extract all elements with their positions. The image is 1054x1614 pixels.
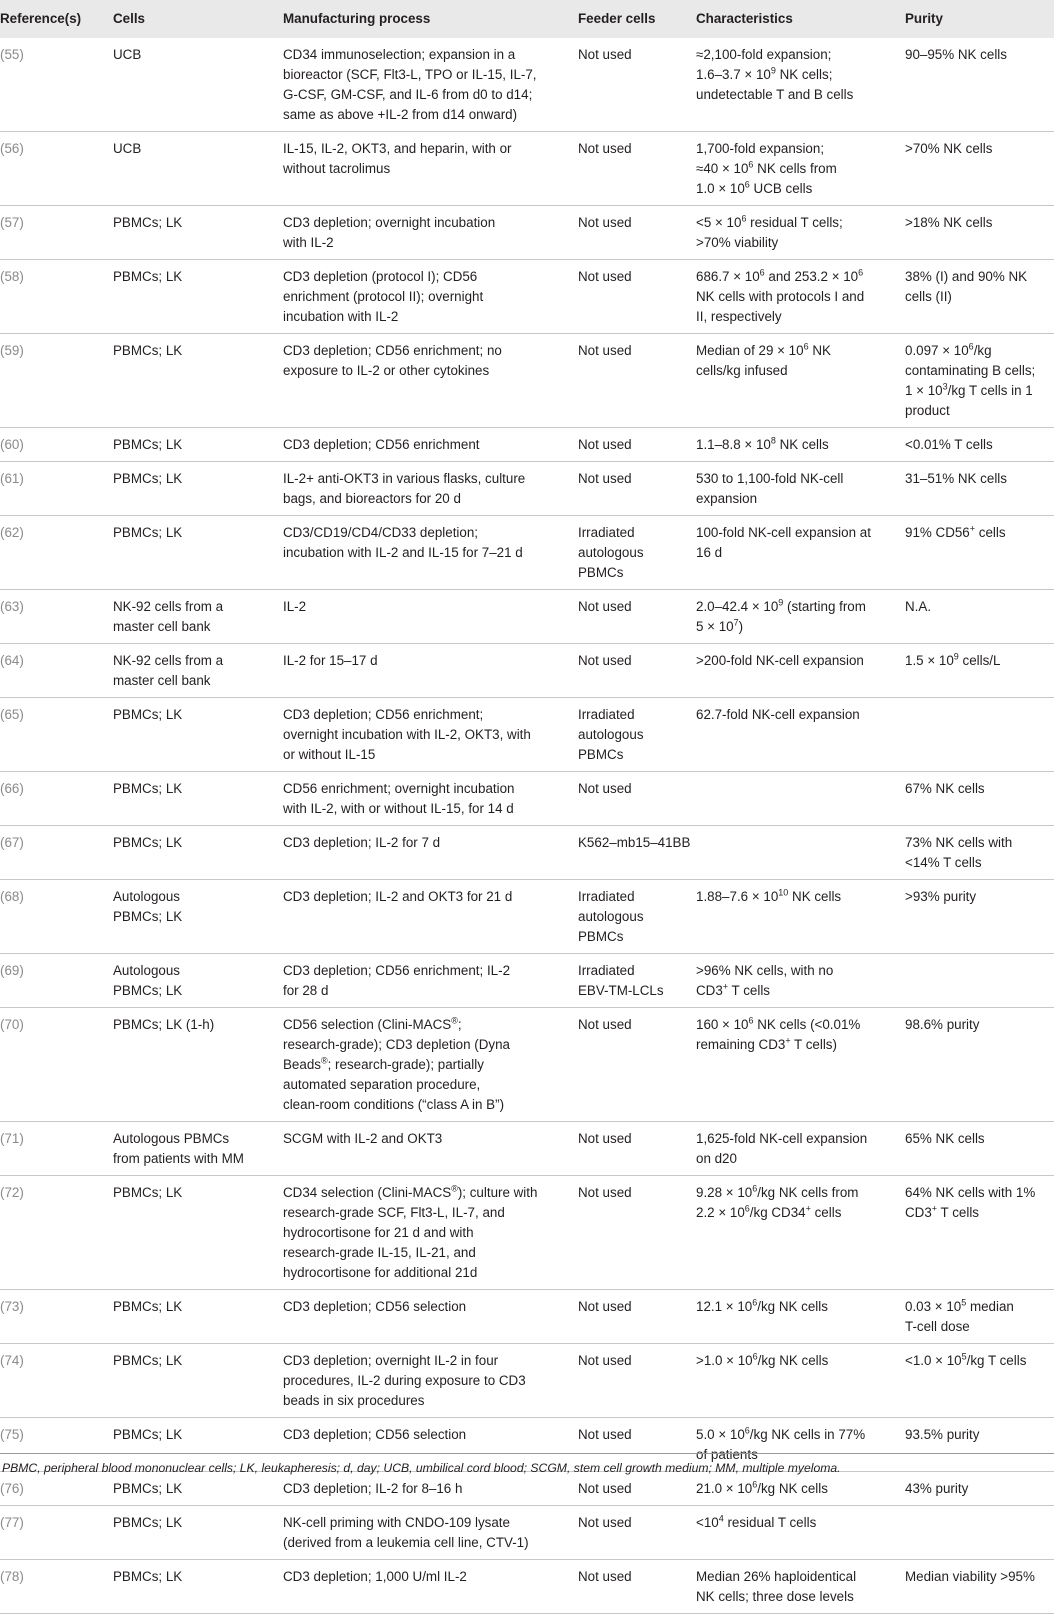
process-cell: CD56 enrichment; overnight incubation with IL-2, with or without IL-15, for 14 d <box>283 772 578 826</box>
characteristics-cell: 1,700-fold expansion; $\approx 40 \times 10^6$ NK cells from $1.0 \times 10^6$ UCB cells <box>696 132 905 206</box>
characteristics-cell: $2.0-42.4 \times 10^9$ (starting from $5 \times 10^7$) <box>696 590 905 644</box>
characteristics-cell: 100-fold NK-cell expansion at 16 d <box>696 516 905 590</box>
characteristics-cell: $9.28 \times 10^6/kg$ NK cells from $2.2 \times 10^6/kg$ CD34+ cells <box>696 1176 905 1290</box>
table-row <box>0 132 1054 206</box>
purity-cell: 73% NK cells with <14% T cells <box>905 826 1054 880</box>
feeder-cell: Not used <box>578 1290 696 1344</box>
characteristics-cell: $5.0 \times 10^6/kg$ NK cells in 77% of patients <box>696 1418 905 1472</box>
reference-cell[interactable]: (70) <box>0 1008 113 1122</box>
reference-cell[interactable]: (64) <box>0 644 113 698</box>
feeder-cell: Not used <box>578 462 696 516</box>
characteristics-cell: Median of $29 \times 10^6$ NK cells/kg infused <box>696 334 905 428</box>
table-row <box>0 1122 1054 1176</box>
purity-cell <box>905 1506 1054 1560</box>
process-cell: CD3 depletion; CD56 enrichment <box>283 428 578 462</box>
feeder-cell: Not used <box>578 260 696 334</box>
characteristics-cell: $<5 \times 10^6$ residual T cells; >70% viability <box>696 206 905 260</box>
reference-cell[interactable]: (77) <box>0 1506 113 1560</box>
process-cell: CD3 depletion; IL-2 for 8–16 h <box>283 1472 578 1506</box>
cells-cell: PBMCs; LK <box>113 1418 283 1472</box>
process-cell: SCGM with IL-2 and OKT3 <box>283 1122 578 1176</box>
purity-cell: <0.01% T cells <box>905 428 1054 462</box>
table-row <box>0 462 1054 516</box>
table-header <box>0 0 1054 38</box>
purity-cell: Median viability >95% <box>905 1560 1054 1614</box>
purity-cell: $1.5 \times 10^9$ cells/L <box>905 644 1054 698</box>
purity-cell <box>905 954 1054 1008</box>
feeder-cell: Not used <box>578 1418 696 1472</box>
reference-cell[interactable]: (66) <box>0 772 113 826</box>
reference-cell[interactable]: (65) <box>0 698 113 772</box>
table-row <box>0 334 1054 428</box>
purity-cell: 91% CD56+ cells <box>905 516 1054 590</box>
table-row <box>0 954 1054 1008</box>
purity-cell: 65% NK cells <box>905 1122 1054 1176</box>
feeder-cell: Irradiated EBV-TM-LCLs <box>578 954 696 1008</box>
process-cell: CD3 depletion; IL-2 and OKT3 for 21 d <box>283 880 578 954</box>
process-cell: IL-2 for 15–17 d <box>283 644 578 698</box>
process-cell: CD3 depletion (protocol I); CD56 enrichment (protocol II); overnight incubation with IL-2 <box>283 260 578 334</box>
table-row <box>0 1290 1054 1344</box>
feeder-cell: Not used <box>578 1344 696 1418</box>
cells-cell: PBMCs; LK <box>113 772 283 826</box>
feeder-cell: Not used <box>578 644 696 698</box>
characteristics-cell: $<10^4$ residual T cells <box>696 1506 905 1560</box>
reference-cell[interactable]: (69) <box>0 954 113 1008</box>
feeder-cell: Not used <box>578 590 696 644</box>
purity-cell: 98.6% purity <box>905 1008 1054 1122</box>
purity-cell: 90–95% NK cells <box>905 38 1054 132</box>
cells-cell: PBMCs; LK <box>113 826 283 880</box>
process-cell: CD34 immunoselection; expansion in a bioreactor (SCF, Flt3-L, TPO or IL-15, IL-7, G-CSF, GM-CSF, and IL-6 from d0 to d14; same as above +IL-2 from d14 onward) <box>283 38 578 132</box>
cells-cell: PBMCs; LK <box>113 1176 283 1290</box>
reference-cell[interactable]: (71) <box>0 1122 113 1176</box>
purity-cell: $0.03 \times 10^5$ median T-cell dose <box>905 1290 1054 1344</box>
process-cell: CD3 depletion; CD56 enrichment; no exposure to IL-2 or other cytokines <box>283 334 578 428</box>
cells-cell: PBMCs; LK <box>113 1506 283 1560</box>
process-cell: IL-2+ anti-OKT3 in various flasks, culture bags, and bioreactors for 20 d <box>283 462 578 516</box>
table-row <box>0 260 1054 334</box>
characteristics-cell: Median 26% haploidentical NK cells; three dose levels <box>696 1560 905 1614</box>
reference-cell[interactable]: (58) <box>0 260 113 334</box>
reference-cell[interactable]: (62) <box>0 516 113 590</box>
feeder-cell: Not used <box>578 772 696 826</box>
feeder-cell: Irradiated autologous PBMCs <box>578 698 696 772</box>
purity-cell: >93% purity <box>905 880 1054 954</box>
purity-cell: $<1.0 \times 10^5/kg$ T cells <box>905 1344 1054 1418</box>
table-row <box>0 1506 1054 1560</box>
reference-cell[interactable]: (61) <box>0 462 113 516</box>
table-row <box>0 428 1054 462</box>
reference-cell[interactable]: (68) <box>0 880 113 954</box>
process-cell: CD34 selection (Clini-MACS®); culture with research-grade SCF, Flt3-L, IL-7, and hydrocortisone for 21 d and with research-grade IL-15, IL-21, and hydrocortisone for additional 21d <box>283 1176 578 1290</box>
cells-cell: PBMCs; LK <box>113 462 283 516</box>
table-row <box>0 644 1054 698</box>
header-manufacturing-process: Manufacturing process <box>283 0 578 38</box>
cells-cell: PBMCs; LK <box>113 1344 283 1418</box>
header-purity: Purity <box>905 0 1054 38</box>
purity-cell: >70% NK cells <box>905 132 1054 206</box>
characteristics-cell: >200-fold NK-cell expansion <box>696 644 905 698</box>
process-cell: IL-15, IL-2, OKT3, and heparin, with or without tacrolimus <box>283 132 578 206</box>
cells-cell: PBMCs; LK <box>113 334 283 428</box>
table-body <box>0 38 1054 1614</box>
process-cell: CD3 depletion; overnight IL-2 in four procedures, IL-2 during exposure to CD3 beads in six procedures <box>283 1344 578 1418</box>
process-cell: CD3 depletion; IL-2 for 7 d <box>283 826 578 880</box>
cells-cell: Autologous PBMCs; LK <box>113 880 283 954</box>
purity-cell: $0.097 \times 10^6/kg$ contaminating B cells; $1 \times 10^3/kg$ T cells in 1 product <box>905 334 1054 428</box>
cells-cell: Autologous PBMCs from patients with MM <box>113 1122 283 1176</box>
reference-cell[interactable]: (73) <box>0 1290 113 1344</box>
table-row <box>0 880 1054 954</box>
feeder-cell: Not used <box>578 1472 696 1506</box>
characteristics-cell: >96% NK cells, with no CD3+ T cells <box>696 954 905 1008</box>
characteristics-cell: 62.7-fold NK-cell expansion <box>696 698 905 772</box>
table-row <box>0 826 1054 880</box>
feeder-cell: Not used <box>578 1122 696 1176</box>
feeder-cell: Not used <box>578 1176 696 1290</box>
process-cell: CD3/CD19/CD4/CD33 depletion; incubation with IL-2 and IL-15 for 7–21 d <box>283 516 578 590</box>
feeder-cell: Not used <box>578 428 696 462</box>
cells-cell: PBMCs; LK <box>113 698 283 772</box>
characteristics-cell: $21.0 \times 10^6/kg$ NK cells <box>696 1472 905 1506</box>
characteristics-cell: $>1.0 \times 10^6/kg$ NK cells <box>696 1344 905 1418</box>
table-footnote: PBMC, peripheral blood mononuclear cells; LK, leukapheresis; d, day; UCB, umbilical cord blood; SCGM, stem cell growth medium; MM, multiple myeloma. <box>2 1461 841 1475</box>
feeder-cell: Not used <box>578 132 696 206</box>
reference-cell[interactable]: (59) <box>0 334 113 428</box>
process-cell: IL-2 <box>283 590 578 644</box>
feeder-cell: Not used <box>578 1008 696 1122</box>
table-row <box>0 1176 1054 1290</box>
table-row <box>0 772 1054 826</box>
table-row <box>0 206 1054 260</box>
purity-cell: 31–51% NK cells <box>905 462 1054 516</box>
reference-cell[interactable]: (67) <box>0 826 113 880</box>
cells-cell: NK-92 cells from a master cell bank <box>113 644 283 698</box>
characteristics-cell: ≈2,100-fold expansion; $1.6-3.7 \times 10^9$ NK cells; undetectable T and B cells <box>696 38 905 132</box>
purity-cell: 67% NK cells <box>905 772 1054 826</box>
feeder-cell: Irradiated autologous PBMCs <box>578 880 696 954</box>
feeder-cell: Irradiated autologous PBMCs <box>578 516 696 590</box>
characteristics-cell: $12.1 \times 10^6/kg$ NK cells <box>696 1290 905 1344</box>
reference-cell[interactable]: (57) <box>0 206 113 260</box>
header-feeder-cells: Feeder cells <box>578 0 696 38</box>
reference-cell[interactable]: (63) <box>0 590 113 644</box>
feeder-cell: Not used <box>578 206 696 260</box>
table-row <box>0 516 1054 590</box>
process-cell: NK-cell priming with CNDO-109 lysate (derived from a leukemia cell line, CTV-1) <box>283 1506 578 1560</box>
cells-cell: Autologous PBMCs; LK <box>113 954 283 1008</box>
process-cell: CD3 depletion; overnight incubation with IL-2 <box>283 206 578 260</box>
feeder-cell: Not used <box>578 1560 696 1614</box>
characteristics-cell <box>696 772 905 826</box>
cells-cell: PBMCs; LK <box>113 1290 283 1344</box>
reference-cell[interactable]: (76) <box>0 1472 113 1506</box>
characteristics-cell: 530 to 1,100-fold NK-cell expansion <box>696 462 905 516</box>
process-cell: CD3 depletion; CD56 enrichment; IL-2 for 28 d <box>283 954 578 1008</box>
cells-cell: PBMCs; LK <box>113 1560 283 1614</box>
process-cell: CD56 selection (Clini-MACS®; research-grade); CD3 depletion (Dyna Beads®; research-grade); partially automated separation procedure, clean-room conditions (“class A in B”) <box>283 1008 578 1122</box>
purity-cell: >18% NK cells <box>905 206 1054 260</box>
header-references: Reference(s) <box>0 0 113 38</box>
cells-cell: PBMCs; LK (1-h) <box>113 1008 283 1122</box>
characteristics-cell: $686.7 \times 10^6$ and $253.2 \times 10^6$ NK cells with protocols I and II, respectively <box>696 260 905 334</box>
cells-cell: UCB <box>113 132 283 206</box>
characteristics-cell <box>696 826 905 880</box>
feeder-cell: Not used <box>578 334 696 428</box>
characteristics-cell: $160 \times 10^6$ NK cells (<0.01% remaining CD3+ T cells) <box>696 1008 905 1122</box>
cells-cell: UCB <box>113 38 283 132</box>
reference-cell[interactable]: (55) <box>0 38 113 132</box>
reference-cell[interactable]: (78) <box>0 1560 113 1614</box>
header-cells: Cells <box>113 0 283 38</box>
characteristics-cell: 1,625-fold NK-cell expansion on d20 <box>696 1122 905 1176</box>
process-cell: CD3 depletion; CD56 selection <box>283 1290 578 1344</box>
reference-cell[interactable]: (60) <box>0 428 113 462</box>
purity-cell <box>905 698 1054 772</box>
purity-cell: 43% purity <box>905 1472 1054 1506</box>
table-row <box>0 1008 1054 1122</box>
feeder-cell: K562–mb15–41BB <box>578 826 696 880</box>
table-row <box>0 590 1054 644</box>
reference-cell[interactable]: (72) <box>0 1176 113 1290</box>
characteristics-cell: $1.88-7.6 \times 10^{10}$ NK cells <box>696 880 905 954</box>
process-cell: CD3 depletion; CD56 enrichment; overnight incubation with IL-2, OKT3, with or without IL-15 <box>283 698 578 772</box>
purity-cell: 38% (I) and 90% NK cells (II) <box>905 260 1054 334</box>
process-cell: CD3 depletion; 1,000 U/ml IL-2 <box>283 1560 578 1614</box>
footnote-divider <box>0 1453 1054 1454</box>
purity-cell: 64% NK cells with 1% CD3+ T cells <box>905 1176 1054 1290</box>
table-row <box>0 38 1054 132</box>
characteristics-cell: $1.1-8.8 \times 10^8$ NK cells <box>696 428 905 462</box>
table-row <box>0 1560 1054 1614</box>
reference-cell[interactable]: (75) <box>0 1418 113 1472</box>
table-row <box>0 1344 1054 1418</box>
purity-cell: N.A. <box>905 590 1054 644</box>
header-characteristics: Characteristics <box>696 0 905 38</box>
table-row <box>0 698 1054 772</box>
feeder-cell: Not used <box>578 38 696 132</box>
process-cell: CD3 depletion; CD56 selection <box>283 1418 578 1472</box>
cells-cell: PBMCs; LK <box>113 1472 283 1506</box>
reference-cell[interactable]: (74) <box>0 1344 113 1418</box>
cells-cell: PBMCs; LK <box>113 206 283 260</box>
purity-cell: 93.5% purity <box>905 1418 1054 1472</box>
cells-cell: PBMCs; LK <box>113 516 283 590</box>
cells-cell: NK-92 cells from a master cell bank <box>113 590 283 644</box>
cells-cell: PBMCs; LK <box>113 260 283 334</box>
reference-cell[interactable]: (56) <box>0 132 113 206</box>
feeder-cell: Not used <box>578 1506 696 1560</box>
cells-cell: PBMCs; LK <box>113 428 283 462</box>
